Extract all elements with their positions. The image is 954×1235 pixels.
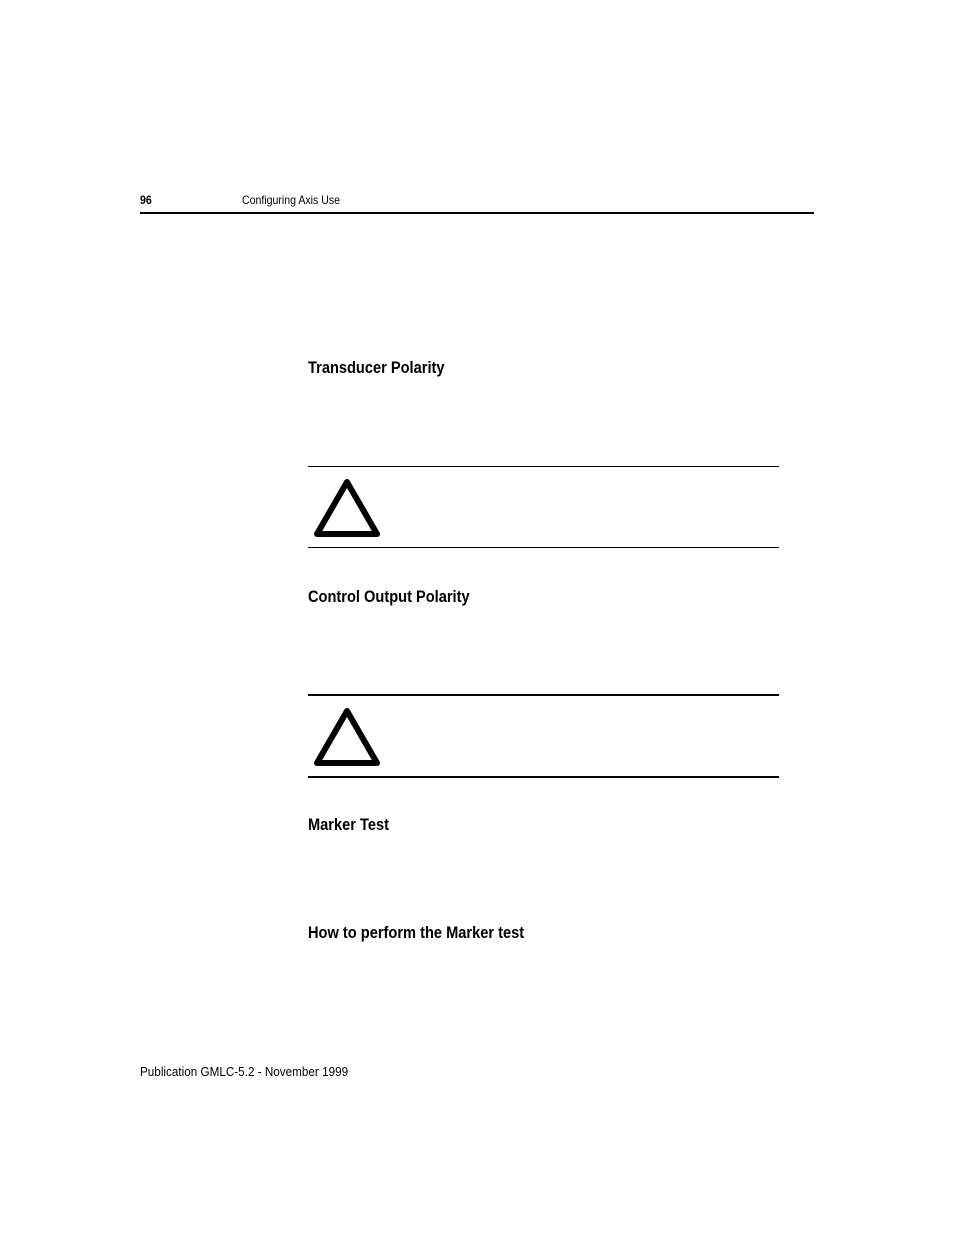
caution-box-control-output	[308, 694, 779, 778]
heading-marker-test: Marker Test	[308, 815, 390, 834]
caution-triangle-icon	[314, 476, 380, 540]
heading-how-to-perform-marker-test: How to perform the Marker test	[308, 923, 525, 942]
page-header	[140, 192, 814, 214]
caution-box-transducer	[308, 466, 779, 548]
running-title: Configuring Axis Use	[242, 193, 341, 207]
publication-footer: Publication GMLC-5.2 - November 1999	[140, 1064, 349, 1079]
caution-triangle-icon	[314, 705, 380, 769]
page-number: 96	[140, 193, 152, 207]
heading-transducer-polarity: Transducer Polarity	[308, 358, 445, 377]
heading-control-output-polarity: Control Output Polarity	[308, 587, 470, 606]
